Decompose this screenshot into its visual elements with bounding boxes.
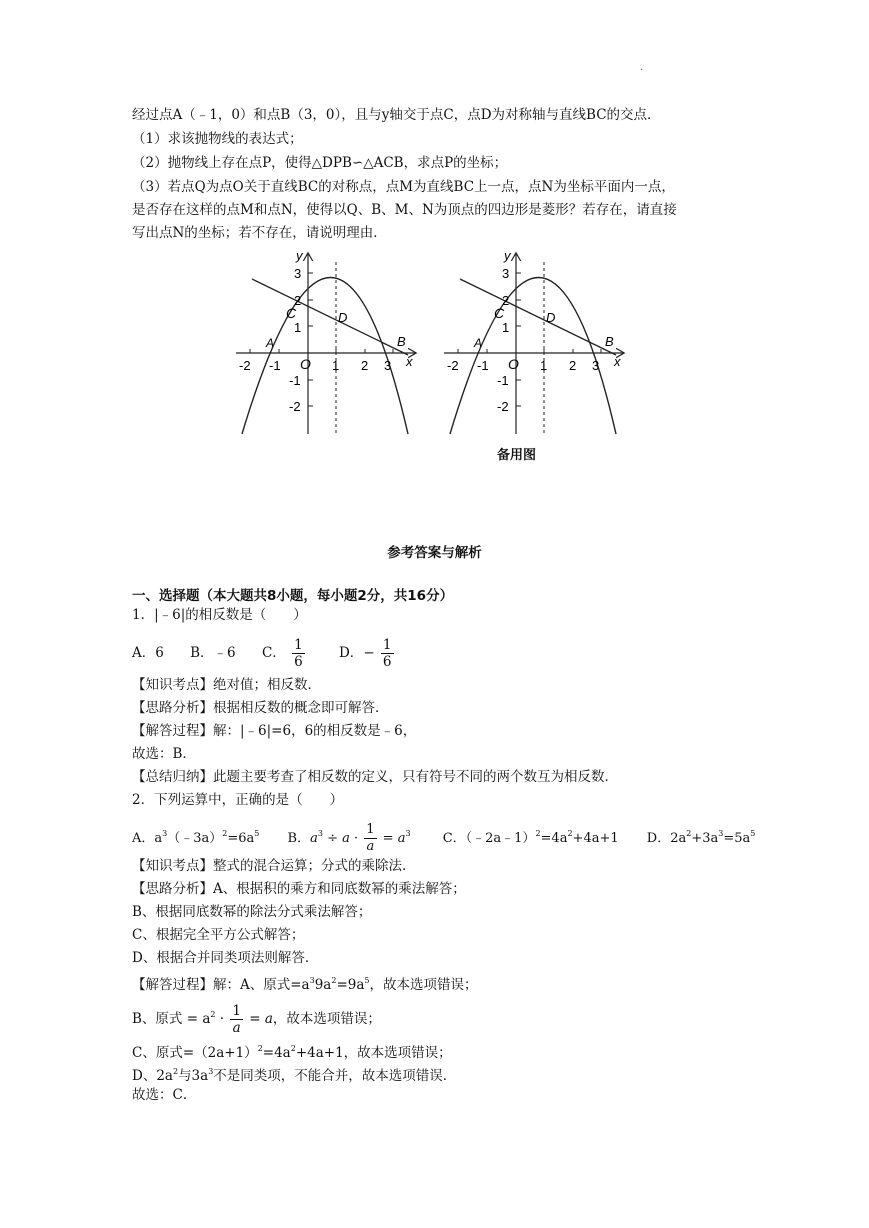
parabola-curve <box>450 278 616 435</box>
section-heading: 一、选择题（本大题共8小题，每小题2分，共16分） <box>132 588 454 604</box>
line-bc <box>460 279 616 355</box>
q1-process: 【解答过程】解：|﹣6|=6，6的相反数是﹣6， <box>132 723 417 739</box>
q2-stem: 2．下列运算中，正确的是（ ） <box>132 792 344 808</box>
q2-knowledge: 【知识考点】整式的混合运算；分式的乘除法． <box>132 858 416 874</box>
problem-q3-line-3: 写出点N的坐标；若不存在，请说明理由． <box>132 225 387 241</box>
q1-option-d: D． <box>338 645 364 661</box>
x-axis-label: x <box>406 354 413 369</box>
y-tick-label: 1 <box>294 320 302 335</box>
q2-process-c: C、原式$=(2a+1)^2=4a^2+4a+1$，故本选项错误； <box>132 1044 452 1061</box>
q2-analysis-c: C、根据完全平方公式解答； <box>132 927 305 943</box>
x-tick-label: 2 <box>361 358 369 373</box>
answer-title: 参考答案与解析 <box>387 545 482 561</box>
x-tick-label: -1 <box>269 358 281 373</box>
q2-process-b: B、原式 = $a^2$ · $\frac{1}{a}$ = a，故本选项错误； <box>132 1003 381 1036</box>
x-tick-label: 1 <box>332 358 340 373</box>
q1-summary: 【总结归纳】此题主要考查了相反数的定义，只有符号不同的两个数互为相反数． <box>132 769 618 785</box>
y-tick-label: -1 <box>497 373 509 388</box>
q2-option-d: D．$2a^2+3a^3=5a^5$ <box>646 829 756 846</box>
point-a-label: A <box>266 336 275 350</box>
q1-option-a: A．6 <box>132 645 164 661</box>
q1-choice: 故选：B． <box>132 746 196 762</box>
problem-q2: （2）抛物线上存在点P，使得△DPB∽△ACB，求点P的坐标； <box>132 155 508 171</box>
y-tick-label: -2 <box>497 399 509 414</box>
q2-analysis-b: B、根据同底数幂的除法分式乘法解答； <box>132 904 372 920</box>
corner-mark: . <box>640 62 644 73</box>
origin-label: O <box>508 356 519 372</box>
q1-option-b: B．﹣6 <box>190 645 236 661</box>
q2-option-c: C．$(﹣2a﹣1)^2=4a^2+4a+1$ <box>442 829 619 846</box>
x-tick-label: 3 <box>384 358 392 373</box>
q2-option-b: B．$a^3 \div a$ · $\frac{1}{a}$ = $a^3$ <box>287 822 411 854</box>
q1-option-c: C． <box>261 645 286 661</box>
y-axis-label: y <box>504 248 511 263</box>
origin-label: O <box>300 356 311 372</box>
x-tick-label: -2 <box>447 358 459 373</box>
y-axis-label: y <box>296 248 303 263</box>
y-tick-label: 3 <box>502 266 510 281</box>
q1-stem: 1．|﹣6|的相反数是（ ） <box>132 607 307 623</box>
y-tick-label: 3 <box>294 266 302 281</box>
problem-q3-line-2: 是否存在这样的点M和点N，使得以Q、B、M、N为顶点的四边形是菱形？若存在，请直接 <box>132 202 677 218</box>
q2-choice: 故选：C． <box>132 1087 197 1103</box>
y-tick-label: -2 <box>289 399 301 414</box>
x-tick-label: 3 <box>592 358 600 373</box>
y-tick-label: 2 <box>294 293 302 308</box>
q2-process-a: 【解答过程】解：A、原式$=a^39a^2=9a^5$，故本选项错误； <box>132 976 478 993</box>
q2-analysis: 【思路分析】A、根据积的乘方和同底数幂的乘法解答； <box>132 881 466 897</box>
y-tick-label: 2 <box>502 293 510 308</box>
point-a-label: A <box>474 336 483 350</box>
problem-q1: （1）求该抛物线的表达式； <box>132 131 303 147</box>
parabola-curve <box>242 278 408 435</box>
spare-parabola-figure <box>440 246 635 436</box>
q1-options: A．6 B．﹣6 C． $\frac{1}{6}$ D．− $\frac{1}{6}$ <box>132 637 392 670</box>
point-b-label: B <box>605 334 614 349</box>
q1-knowledge: 【知识考点】绝对值；相反数． <box>132 677 321 693</box>
x-axis-label: x <box>614 354 621 369</box>
point-d-label: D <box>546 310 556 325</box>
line-bc <box>252 279 408 355</box>
x-tick-label: -2 <box>239 358 251 373</box>
x-tick-label: 2 <box>569 358 577 373</box>
q2-option-a: A．$a^3(﹣3a)^2=6a^5$ <box>132 829 260 846</box>
q2-analysis-d: D、根据合并同类项法则解答． <box>132 950 319 966</box>
q1-option-c-fraction: $\frac{1}{6}$ <box>294 637 303 670</box>
x-tick-label: -1 <box>477 358 489 373</box>
q1-option-d-fraction: $\frac{1}{6}$ <box>382 637 392 670</box>
spare-figure-caption: 备用图 <box>497 448 537 463</box>
q2-process-d: D、$2a^2$与$3a^3$不是同类项，不能合并，故本选项错误． <box>132 1067 457 1084</box>
y-tick-label: 1 <box>502 320 510 335</box>
y-tick-label: -1 <box>289 373 301 388</box>
point-c-label: C <box>494 305 505 321</box>
problem-q3-line-1: （3）若点Q为点O关于直线BC的对称点，点M为直线BC上一点，点N为坐标平面内一点， <box>132 179 675 195</box>
q2-options <box>132 814 755 854</box>
x-tick-label: 1 <box>540 358 548 373</box>
point-b-label: B <box>397 334 406 349</box>
point-c-label: C <box>286 305 297 321</box>
parabola-figure <box>232 246 427 436</box>
q1-analysis: 【思路分析】根据相反数的概念即可解答． <box>132 700 389 716</box>
point-d-label: D <box>338 310 348 325</box>
problem-line-1: 经过点A（﹣1，0）和点B（3，0），且与y轴交于点C，点D为对称轴与直线BC的交点． <box>132 107 661 123</box>
